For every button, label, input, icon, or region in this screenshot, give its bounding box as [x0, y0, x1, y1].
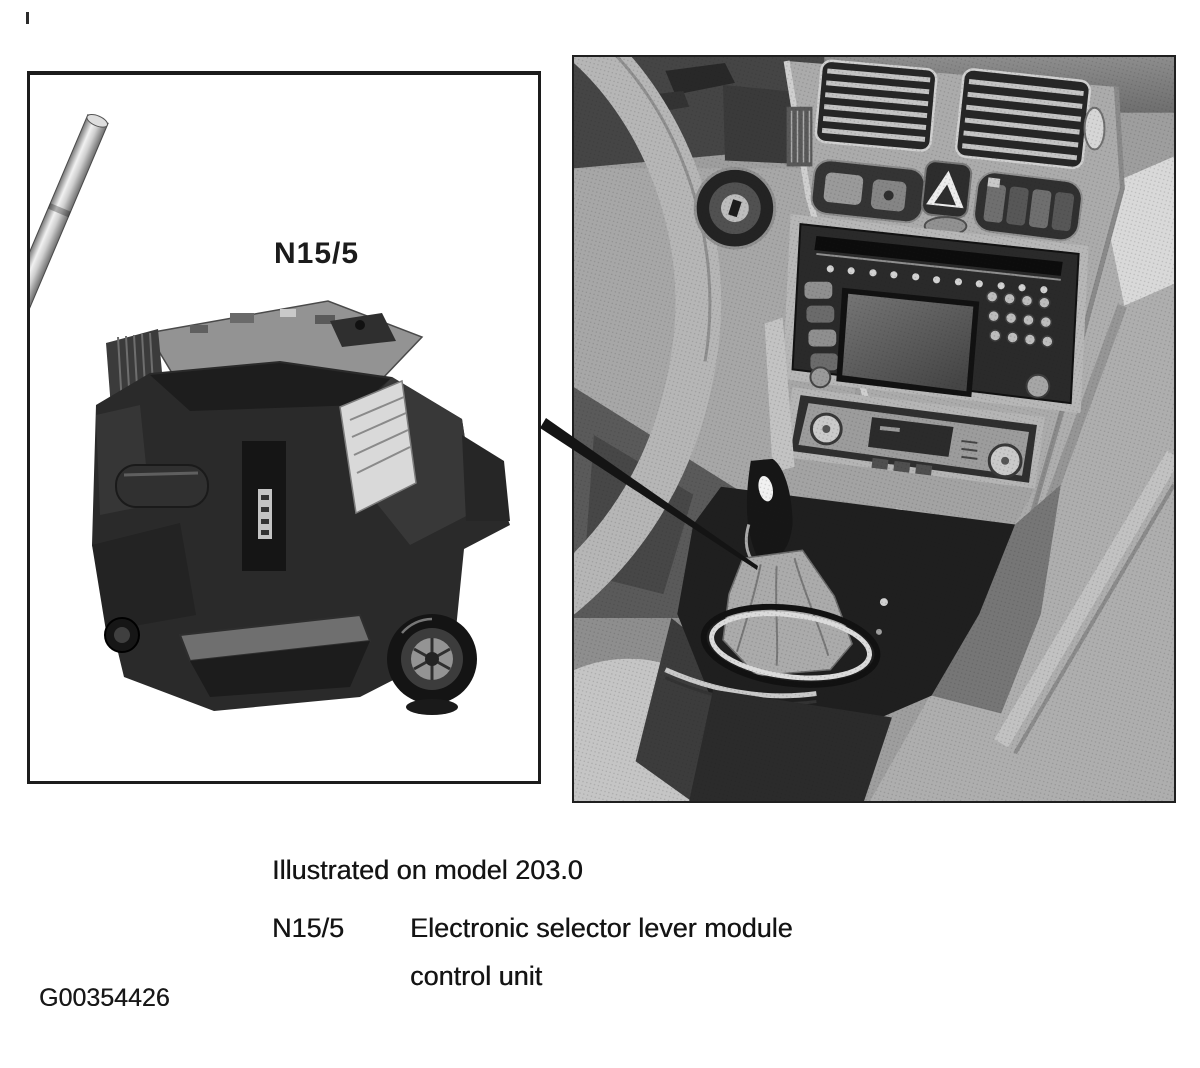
interior-photo: [574, 57, 1174, 801]
caption-note: Illustrated on model 203.0: [272, 855, 583, 885]
figure-id: G00354426: [39, 984, 170, 1012]
module-roller-wheel: [387, 614, 477, 715]
shift-lever: [30, 112, 109, 401]
halftone-texture: [574, 57, 1174, 801]
legend-key: N15/5: [272, 913, 345, 943]
scan-registration-mark: [26, 12, 29, 24]
module-figure-frame: [27, 71, 541, 784]
module-part-label: N15/5: [274, 237, 360, 270]
interior-photo-frame: [572, 55, 1176, 803]
legend-description-line2: control unit: [410, 961, 543, 991]
legend-description-line1: Electronic selector lever module: [410, 913, 793, 943]
module-photo: [30, 75, 538, 781]
